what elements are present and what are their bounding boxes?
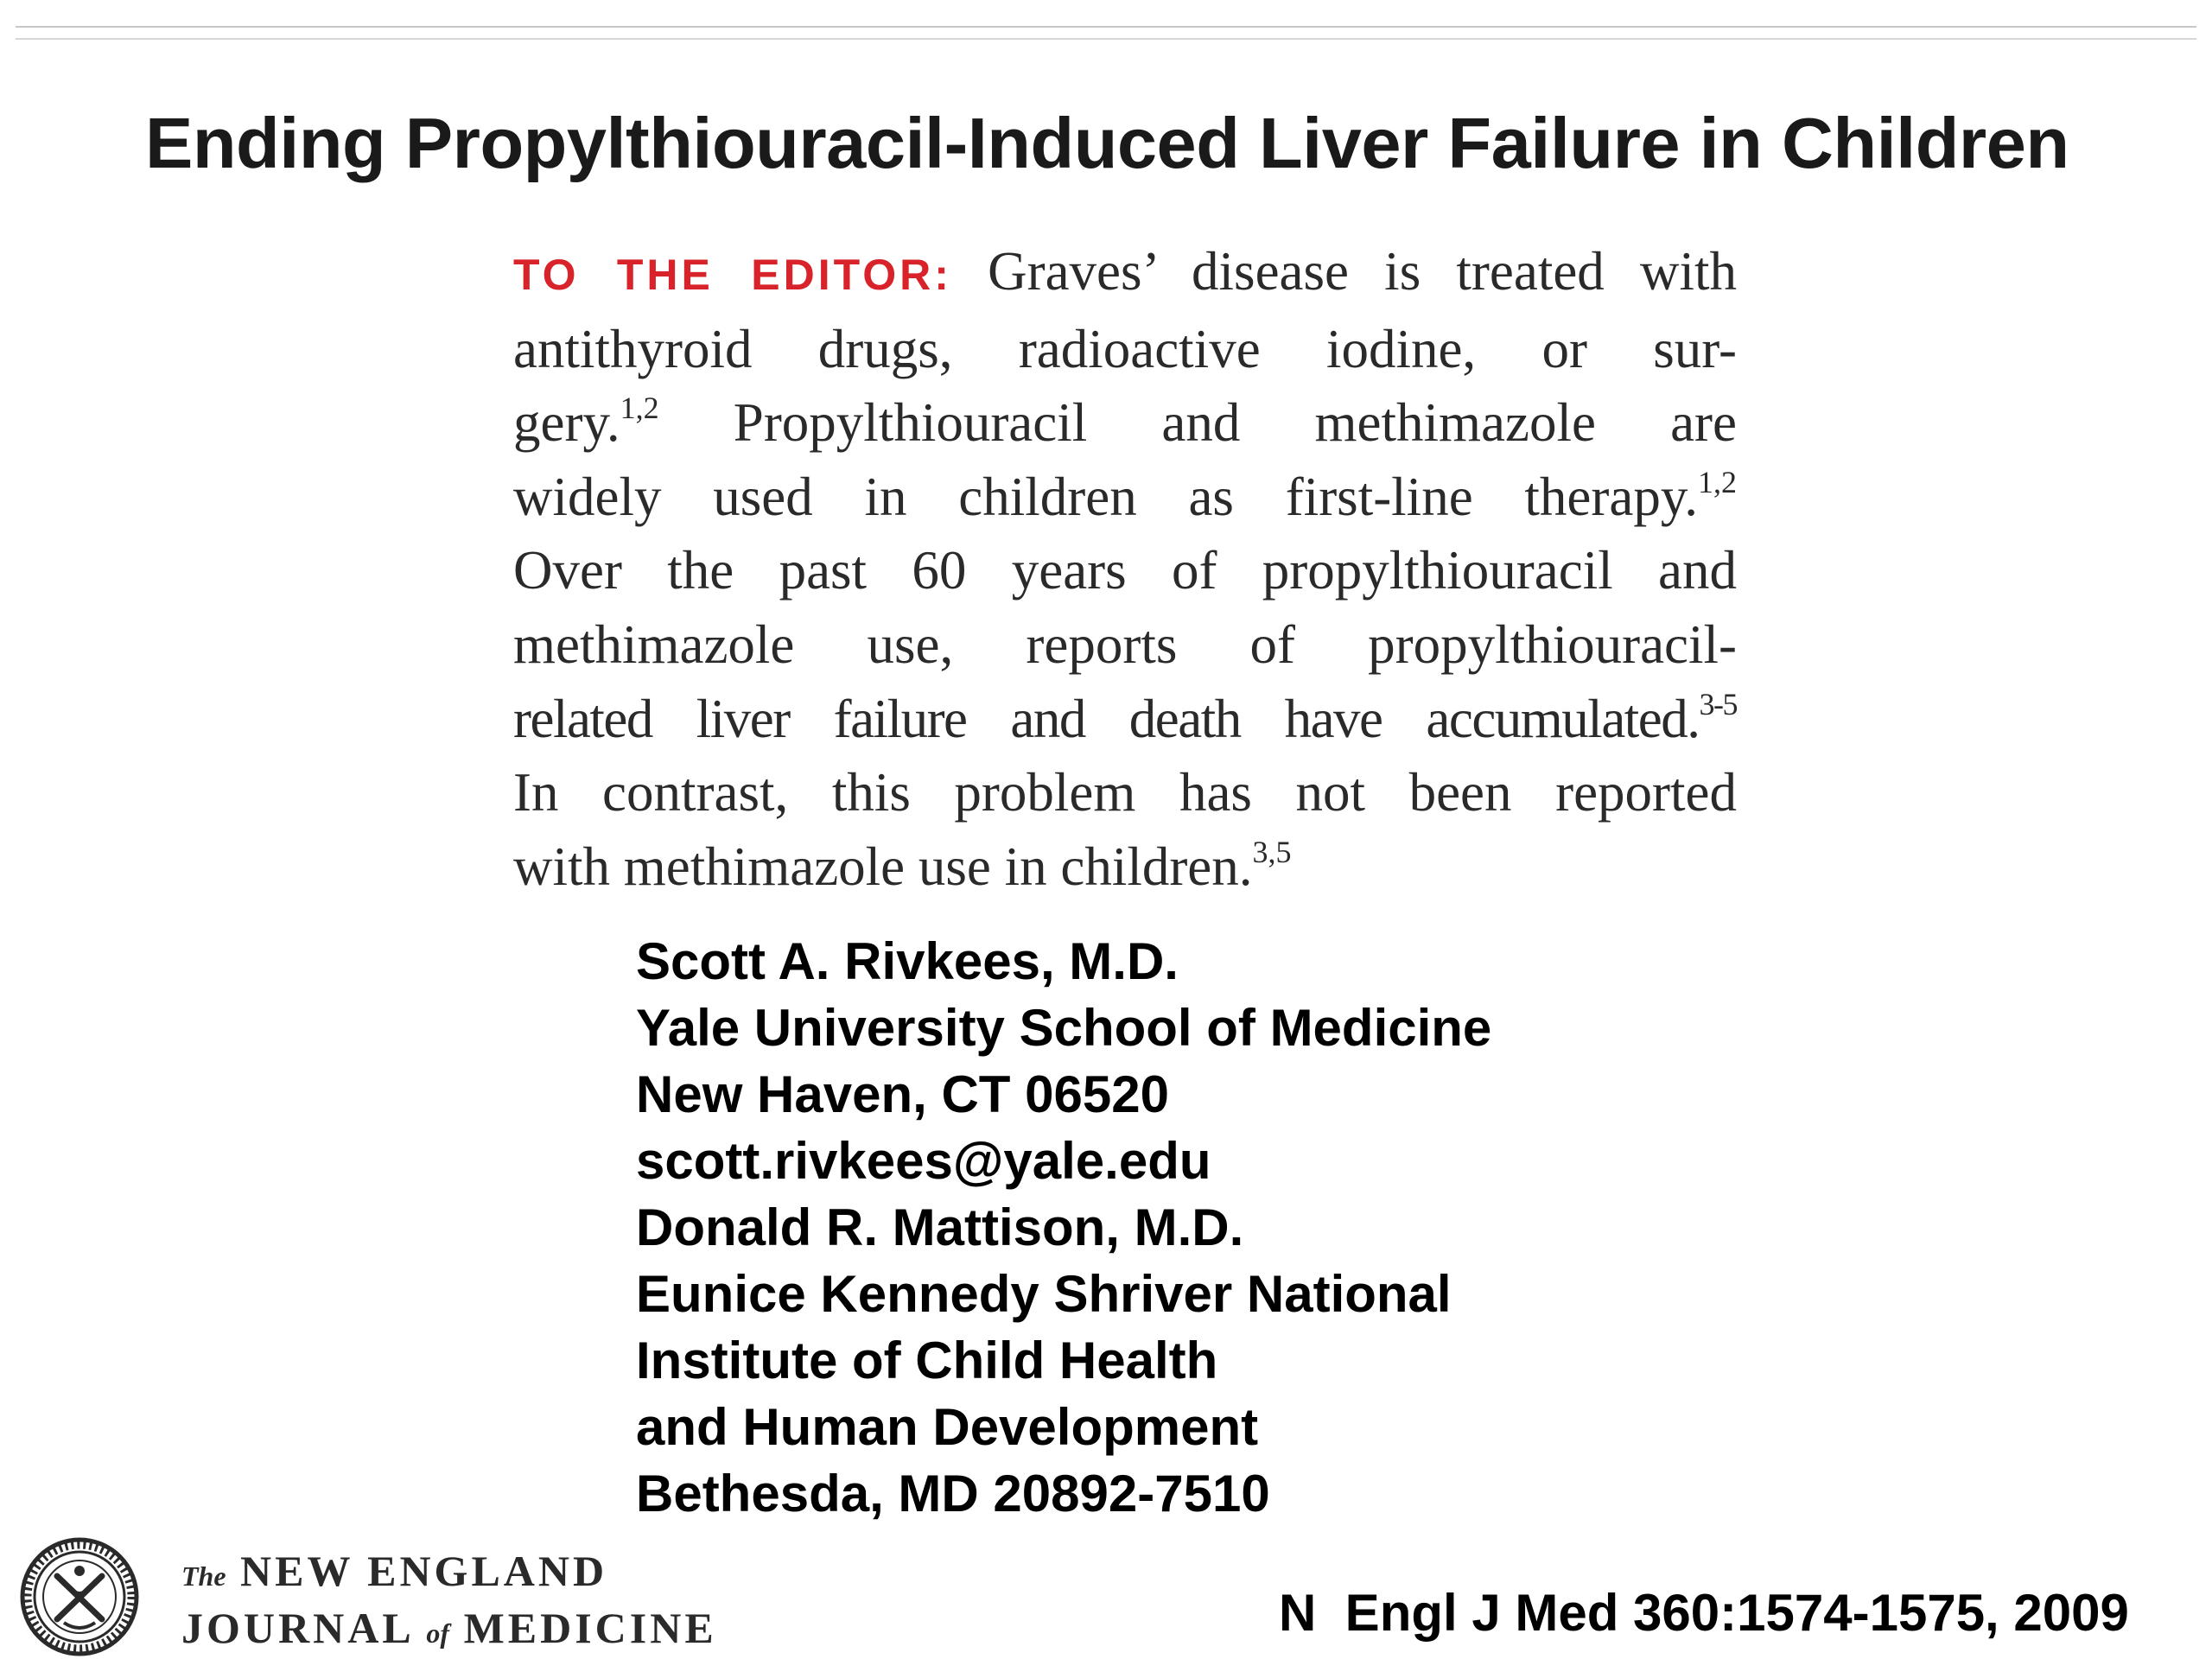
citation: N Engl J Med 360:1574-1575, 2009 bbox=[1279, 1584, 2129, 1642]
nejm-seal-icon bbox=[19, 1536, 140, 1657]
author-email: scott.rivkees@yale.edu bbox=[636, 1132, 1211, 1190]
journal-name-part: MEDICINE bbox=[463, 1604, 717, 1652]
letter-text: gery. bbox=[513, 392, 620, 454]
letter-line: methimazole use, reports of propylthiouracil- bbox=[513, 613, 1737, 675]
reference-superscript: 3,5 bbox=[1252, 834, 1292, 869]
author-name: Scott A. Rivkees, M.D. bbox=[636, 932, 1179, 990]
reference-superscript: 3-5 bbox=[1699, 686, 1737, 721]
letter-body bbox=[513, 235, 1737, 904]
letter-text: Propylthiouracil and methimazole are bbox=[658, 392, 1737, 454]
top-rule bbox=[16, 26, 2196, 28]
journal-wordmark bbox=[181, 1545, 717, 1659]
letter-text: widely used in children as first-line therapy. bbox=[513, 466, 1698, 527]
author-affiliation: and Human Development bbox=[636, 1398, 1259, 1456]
journal-of: of bbox=[426, 1618, 450, 1649]
letter-text: related liver failure and death have accumulated. bbox=[513, 688, 1700, 749]
author-affiliation: Institute of Child Health bbox=[636, 1332, 1218, 1389]
author-affiliation: Eunice Kennedy Shriver National bbox=[636, 1265, 1452, 1323]
reference-superscript: 1,2 bbox=[620, 391, 659, 426]
journal-name-part: NEW ENGLAND bbox=[240, 1547, 608, 1595]
letter-line bbox=[513, 386, 1737, 461]
to-the-editor-label: TO THE EDITOR: bbox=[513, 251, 952, 299]
letter-text: Graves’ disease is treated with bbox=[988, 241, 1738, 302]
letter-line: Over the past 60 years of propylthiouracil and bbox=[513, 540, 1737, 601]
letter-line bbox=[513, 830, 1737, 905]
top-rule-secondary bbox=[16, 38, 2196, 40]
letter-line bbox=[513, 461, 1737, 535]
journal-wordmark-line2 bbox=[181, 1602, 717, 1659]
author-affiliation: Yale University School of Medicine bbox=[636, 999, 1492, 1057]
author-name: Donald R. Mattison, M.D. bbox=[636, 1198, 1244, 1256]
journal-wordmark-line1 bbox=[181, 1545, 717, 1602]
author-block bbox=[636, 928, 1491, 1527]
letter-text: with methimazole use in children. bbox=[513, 836, 1253, 897]
author-address: Bethesda, MD 20892-7510 bbox=[636, 1465, 1270, 1522]
author-address: New Haven, CT 06520 bbox=[636, 1065, 1169, 1123]
letter-line bbox=[513, 235, 1737, 313]
journal-name-part: JOURNAL bbox=[181, 1604, 412, 1652]
letter-line: antithyroid drugs, radioactive iodine, or sur- bbox=[513, 318, 1737, 379]
reference-superscript: 1,2 bbox=[1698, 464, 1737, 499]
article-title: Ending Propylthiouracil-Induced Liver Failure in Children bbox=[145, 103, 2069, 183]
letter-line: In contrast, this problem has not been reported bbox=[513, 762, 1737, 823]
journal-the: The bbox=[181, 1560, 226, 1592]
letter-line bbox=[513, 683, 1737, 757]
